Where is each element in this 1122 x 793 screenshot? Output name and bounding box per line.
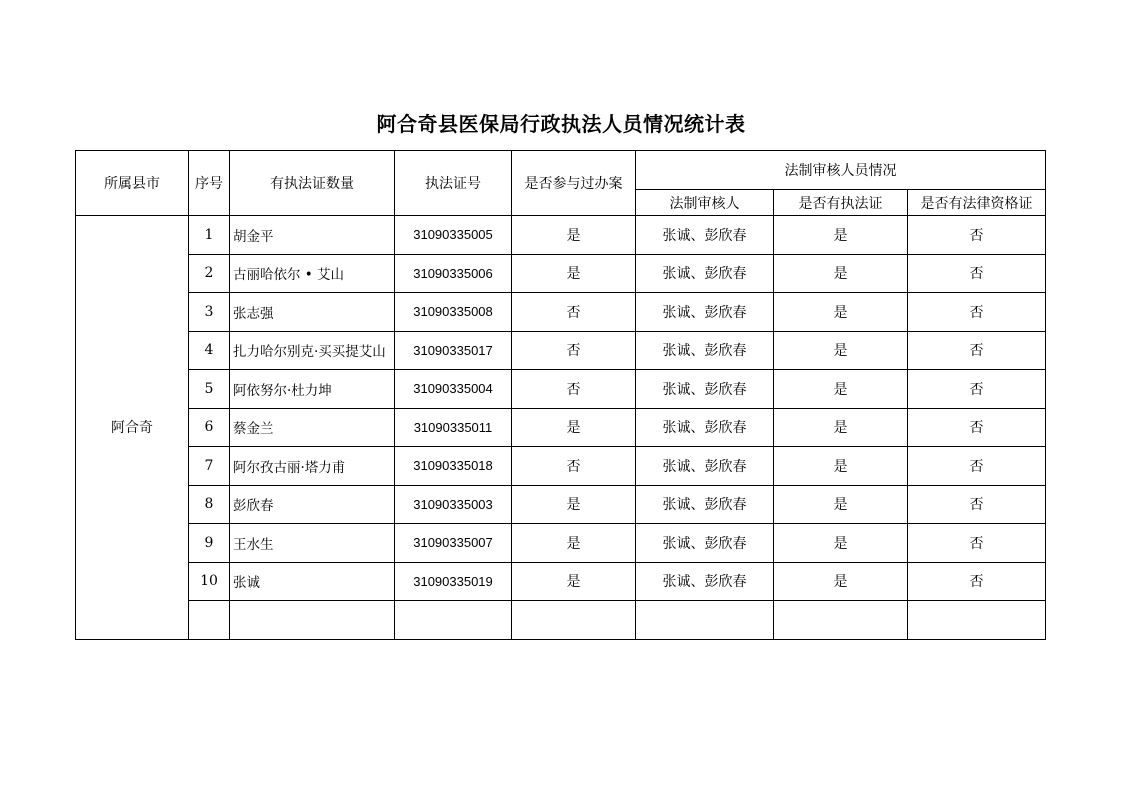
has-enforcement-cert-cell: 是 bbox=[774, 370, 908, 409]
participated-cell: 是 bbox=[512, 562, 636, 601]
empty-cell bbox=[512, 601, 636, 640]
has-legal-cert-cell: 否 bbox=[908, 331, 1046, 370]
participated-cell: 否 bbox=[512, 370, 636, 409]
has-legal-cert-cell: 否 bbox=[908, 562, 1046, 601]
cert-no-cell: 31090335006 bbox=[395, 254, 512, 293]
has-enforcement-cert-cell: 是 bbox=[774, 254, 908, 293]
reviewer-cell: 张诚、彭欣春 bbox=[636, 485, 774, 524]
header-row-1 bbox=[76, 151, 1046, 190]
participated-cell: 否 bbox=[512, 447, 636, 486]
cert-no-cell: 31090335018 bbox=[395, 447, 512, 486]
participated-cell: 是 bbox=[512, 524, 636, 563]
header-seq: 序号 bbox=[189, 151, 230, 216]
reviewer-cell: 张诚、彭欣春 bbox=[636, 447, 774, 486]
has-enforcement-cert-cell: 是 bbox=[774, 447, 908, 486]
has-legal-cert-cell: 否 bbox=[908, 370, 1046, 409]
reviewer-cell: 张诚、彭欣春 bbox=[636, 331, 774, 370]
reviewer-cell: 张诚、彭欣春 bbox=[636, 408, 774, 447]
seq-cell: 4 bbox=[189, 331, 230, 370]
empty-cell bbox=[230, 601, 395, 640]
has-legal-cert-cell: 否 bbox=[908, 524, 1046, 563]
has-enforcement-cert-cell: 是 bbox=[774, 408, 908, 447]
participated-cell: 否 bbox=[512, 331, 636, 370]
table-row bbox=[76, 254, 1046, 293]
name-cell: 王水生 bbox=[230, 524, 395, 563]
seq-cell: 10 bbox=[189, 562, 230, 601]
has-legal-cert-cell: 否 bbox=[908, 293, 1046, 332]
name-cell: 胡金平 bbox=[230, 216, 395, 255]
has-legal-cert-cell: 否 bbox=[908, 485, 1046, 524]
table-row bbox=[76, 331, 1046, 370]
header-name: 有执法证数量 bbox=[230, 151, 395, 216]
reviewer-cell: 张诚、彭欣春 bbox=[636, 524, 774, 563]
has-enforcement-cert-cell: 是 bbox=[774, 485, 908, 524]
header-has-legal-cert: 是否有法律资格证 bbox=[908, 190, 1046, 216]
table-row bbox=[76, 562, 1046, 601]
reviewer-cell: 张诚、彭欣春 bbox=[636, 370, 774, 409]
name-cell: 扎力哈尔别克·买买提艾山 bbox=[230, 331, 395, 370]
table-row bbox=[76, 447, 1046, 486]
participated-cell: 是 bbox=[512, 485, 636, 524]
empty-cell bbox=[395, 601, 512, 640]
empty-cell bbox=[189, 601, 230, 640]
reviewer-cell: 张诚、彭欣春 bbox=[636, 293, 774, 332]
seq-cell: 5 bbox=[189, 370, 230, 409]
has-legal-cert-cell: 否 bbox=[908, 254, 1046, 293]
cert-no-cell: 31090335008 bbox=[395, 293, 512, 332]
empty-cell bbox=[908, 601, 1046, 640]
has-enforcement-cert-cell: 是 bbox=[774, 524, 908, 563]
name-cell: 蔡金兰 bbox=[230, 408, 395, 447]
table-row bbox=[76, 370, 1046, 409]
table-row bbox=[76, 485, 1046, 524]
name-cell: 阿尔孜古丽·塔力甫 bbox=[230, 447, 395, 486]
participated-cell: 是 bbox=[512, 408, 636, 447]
seq-cell: 9 bbox=[189, 524, 230, 563]
enforcement-staff-table bbox=[75, 150, 1046, 640]
header-participated: 是否参与过办案 bbox=[512, 151, 636, 216]
participated-cell: 是 bbox=[512, 216, 636, 255]
table-row bbox=[76, 216, 1046, 255]
reviewer-cell: 张诚、彭欣春 bbox=[636, 216, 774, 255]
participated-cell: 否 bbox=[512, 293, 636, 332]
cert-no-cell: 31090335019 bbox=[395, 562, 512, 601]
reviewer-cell: 张诚、彭欣春 bbox=[636, 254, 774, 293]
header-cert-no: 执法证号 bbox=[395, 151, 512, 216]
name-cell: 古丽哈依尔 • 艾山 bbox=[230, 254, 395, 293]
table-row bbox=[76, 524, 1046, 563]
header-county: 所属县市 bbox=[76, 151, 189, 216]
seq-cell: 3 bbox=[189, 293, 230, 332]
cert-no-cell: 31090335017 bbox=[395, 331, 512, 370]
has-enforcement-cert-cell: 是 bbox=[774, 293, 908, 332]
name-cell: 阿依努尔·杜力坤 bbox=[230, 370, 395, 409]
county-cell: 阿合奇 bbox=[76, 216, 189, 640]
seq-cell: 6 bbox=[189, 408, 230, 447]
seq-cell: 8 bbox=[189, 485, 230, 524]
table-row bbox=[76, 408, 1046, 447]
table-row bbox=[76, 293, 1046, 332]
participated-cell: 是 bbox=[512, 254, 636, 293]
has-legal-cert-cell: 否 bbox=[908, 216, 1046, 255]
header-reviewer: 法制审核人 bbox=[636, 190, 774, 216]
has-enforcement-cert-cell: 是 bbox=[774, 216, 908, 255]
seq-cell: 2 bbox=[189, 254, 230, 293]
reviewer-cell: 张诚、彭欣春 bbox=[636, 562, 774, 601]
cert-no-cell: 31090335003 bbox=[395, 485, 512, 524]
cert-no-cell: 31090335005 bbox=[395, 216, 512, 255]
cert-no-cell: 31090335007 bbox=[395, 524, 512, 563]
header-has-enforcement-cert: 是否有执法证 bbox=[774, 190, 908, 216]
has-enforcement-cert-cell: 是 bbox=[774, 562, 908, 601]
empty-cell bbox=[774, 601, 908, 640]
has-legal-cert-cell: 否 bbox=[908, 447, 1046, 486]
cert-no-cell: 31090335011 bbox=[395, 408, 512, 447]
empty-cell bbox=[636, 601, 774, 640]
name-cell: 张诚 bbox=[230, 562, 395, 601]
cert-no-cell: 31090335004 bbox=[395, 370, 512, 409]
empty-table-row bbox=[76, 601, 1046, 640]
name-cell: 彭欣春 bbox=[230, 485, 395, 524]
page-title: 阿合奇县医保局行政执法人员情况统计表 bbox=[376, 112, 746, 136]
seq-cell: 7 bbox=[189, 447, 230, 486]
has-legal-cert-cell: 否 bbox=[908, 408, 1046, 447]
header-review-group: 法制审核人员情况 bbox=[636, 151, 1046, 190]
name-cell: 张志强 bbox=[230, 293, 395, 332]
has-enforcement-cert-cell: 是 bbox=[774, 331, 908, 370]
seq-cell: 1 bbox=[189, 216, 230, 255]
